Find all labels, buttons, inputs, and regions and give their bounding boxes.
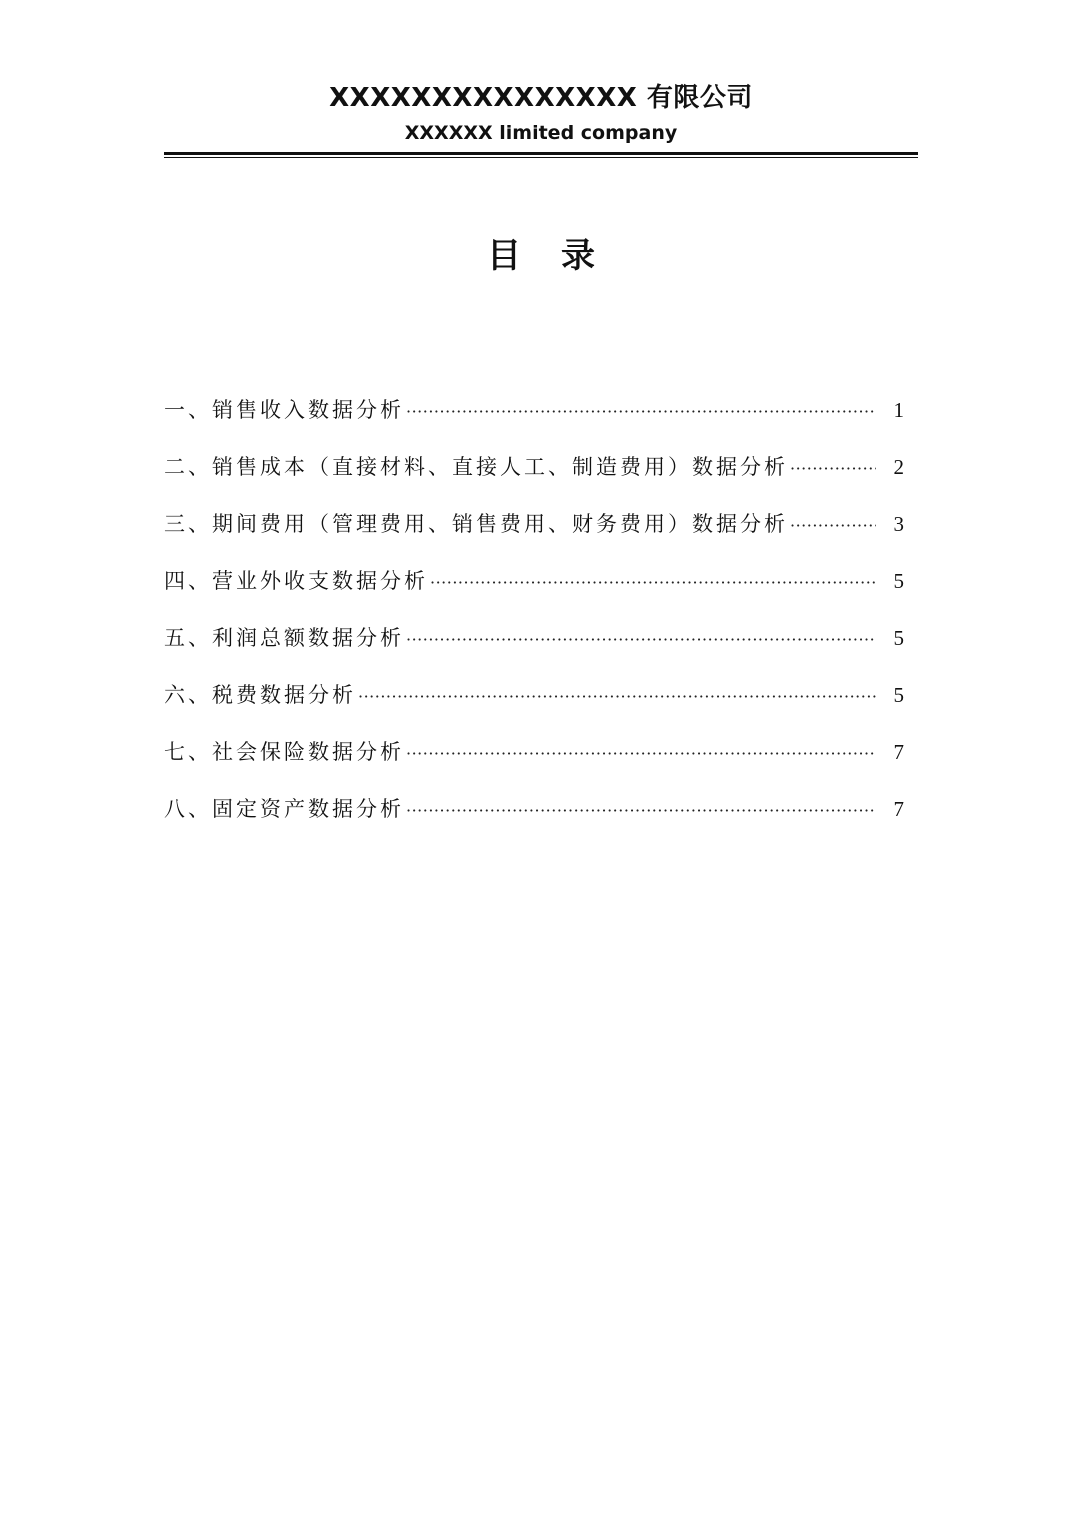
toc-entry[interactable] [164, 390, 904, 447]
toc-dot-leader [406, 620, 876, 660]
header-rule-thick [164, 152, 918, 155]
toc-page-number: 2 [893, 455, 904, 479]
toc-dot-leader [406, 734, 876, 774]
toc-entry[interactable] [164, 732, 904, 789]
toc-entry[interactable] [164, 504, 904, 561]
company-name-en: XXXXXX limited company [404, 122, 678, 144]
toc-entry-text: 八、固定资产数据分析 [164, 797, 404, 821]
table-of-contents [164, 390, 904, 846]
toc-entry-text: 三、期间费用（管理费用、销售费用、财务费用）数据分析 [164, 512, 788, 536]
toc-dot-leader [358, 677, 876, 717]
letterhead [164, 78, 918, 148]
toc-entry-text: 五、利润总额数据分析 [164, 626, 404, 650]
toc-entry[interactable] [164, 447, 904, 504]
toc-entry-text: 七、社会保险数据分析 [164, 740, 404, 764]
toc-entry[interactable] [164, 561, 904, 618]
toc-page-number: 1 [893, 398, 904, 422]
toc-entry[interactable] [164, 789, 904, 846]
company-name-cn: XXXXXXXXXXXXXXX 有限公司 [329, 83, 753, 113]
toc-entry-text: 四、营业外收支数据分析 [164, 569, 428, 593]
toc-entry-text: 一、销售收入数据分析 [164, 398, 404, 422]
toc-dot-leader [790, 506, 876, 546]
toc-page-number: 5 [893, 626, 904, 650]
toc-dot-leader [406, 791, 876, 831]
toc-dot-leader [430, 563, 876, 603]
toc-dot-leader [790, 449, 876, 489]
toc-entry[interactable] [164, 618, 904, 675]
toc-title: 目录 [487, 236, 635, 276]
toc-entry[interactable] [164, 675, 904, 732]
toc-page-number: 5 [893, 569, 904, 593]
toc-entry-text: 六、税费数据分析 [164, 683, 356, 707]
header-rule-thin [164, 157, 918, 158]
toc-entry-text: 二、销售成本（直接材料、直接人工、制造费用）数据分析 [164, 455, 788, 479]
toc-page-number: 7 [893, 740, 904, 764]
toc-page-number: 5 [893, 683, 904, 707]
toc-page-number: 7 [893, 797, 904, 821]
toc-dot-leader [406, 392, 876, 432]
toc-page-number: 3 [893, 512, 904, 536]
